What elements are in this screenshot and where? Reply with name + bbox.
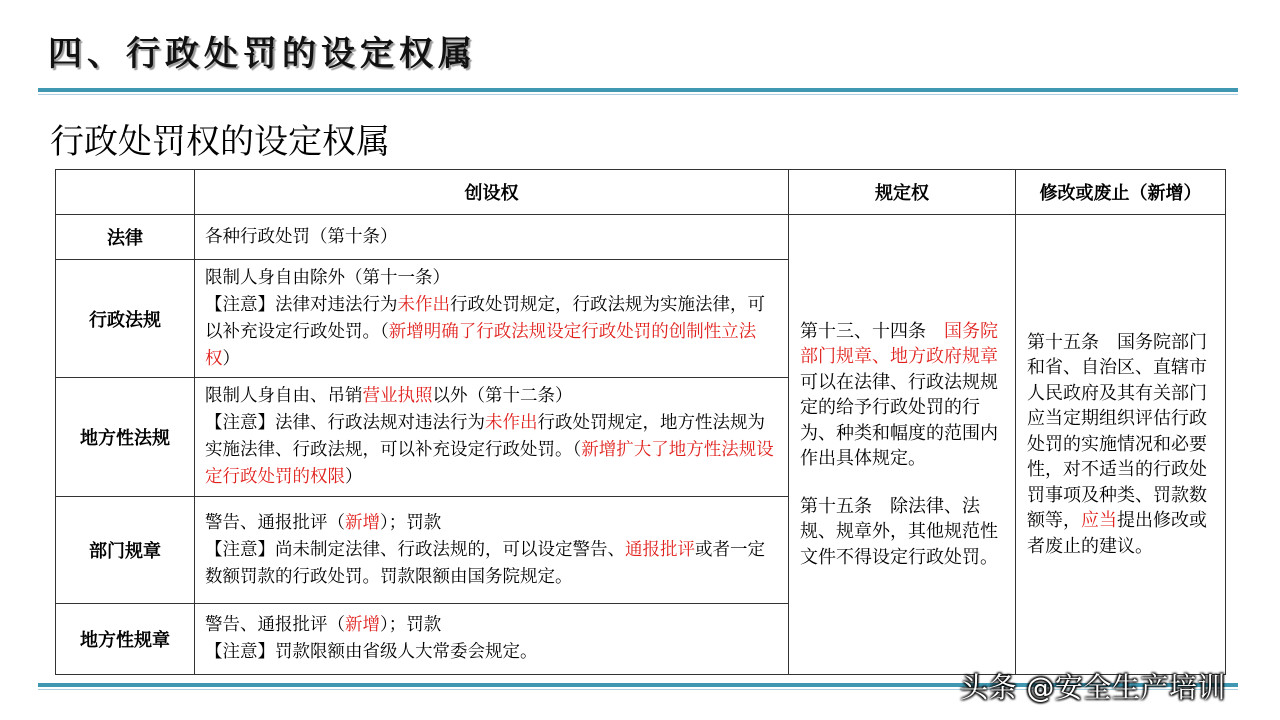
creation-right-cell xyxy=(195,604,789,675)
text-run: 限制人身自由除外（第十一条） xyxy=(205,267,450,288)
creation-right-cell xyxy=(195,260,789,378)
highlighted-text: 应当 xyxy=(1081,510,1117,532)
text-run: 警告、通报批评（ xyxy=(205,512,345,533)
cell-paragraph xyxy=(205,537,780,591)
text-run: 各种行政处罚（第十条） xyxy=(205,226,398,247)
highlighted-text: 营业执照 xyxy=(362,386,433,406)
title-divider xyxy=(38,88,1238,92)
highlighted-text: 新增明确了行政法规设定行政处罚的创制性立法权 xyxy=(205,321,757,369)
highlighted-text: 新增 xyxy=(345,512,380,533)
text-run: 【注意】尚未制定法律、行政法规的，可以设定警告、 xyxy=(205,539,625,560)
column-header-blank xyxy=(56,170,195,215)
highlighted-text: 国务院部门规章、地方政府规章 xyxy=(800,320,998,368)
cell-paragraph xyxy=(205,265,780,292)
cell-paragraph xyxy=(205,292,780,373)
column-header-amend-abolish: 修改或废止（新增） xyxy=(1016,170,1226,215)
highlighted-text: 未作出 xyxy=(397,294,450,315)
column-header-regulation-right: 规定权 xyxy=(789,170,1016,215)
regulation-right-cell xyxy=(789,215,1016,675)
row-label: 地方性规章 xyxy=(56,604,195,675)
text-run: 可以在法律、行政法规规定的给予行政处罚的行为、种类和幅度的范围内作出具体规定。 xyxy=(800,371,998,470)
text-run: 行政处罚规定，行政法规为实施法律，可以补充设定行政处罚。（ xyxy=(205,294,765,342)
row-label: 行政法规 xyxy=(56,260,195,378)
cell-paragraph xyxy=(1027,330,1215,560)
text-run: 限制人身自由、吊销 xyxy=(205,386,363,406)
text-run: 第十三、十四条 xyxy=(800,320,944,342)
cell-paragraph xyxy=(205,639,780,666)
cell-paragraph xyxy=(800,494,1005,571)
creation-right-cell xyxy=(195,497,789,604)
row-label: 地方性法规 xyxy=(56,378,195,497)
text-run: ）；罚款 xyxy=(380,512,442,533)
slide-title: 四、行政处罚的设定权属 xyxy=(48,34,477,74)
authority-table-container xyxy=(55,169,1225,675)
text-run: ） xyxy=(345,467,363,487)
creation-right-cell xyxy=(195,378,789,497)
row-label: 部门规章 xyxy=(56,497,195,604)
creation-right-cell xyxy=(195,215,789,260)
table-row xyxy=(56,215,1226,260)
text-run: ）；罚款 xyxy=(380,615,442,635)
cell-paragraph xyxy=(205,612,780,639)
table-header-row xyxy=(56,170,1226,215)
highlighted-text: 新增扩大了地方性法规设定行政处罚的权限 xyxy=(205,440,774,487)
amend-abolish-cell xyxy=(1016,215,1226,675)
cell-paragraph xyxy=(205,410,780,491)
highlighted-text: 新增 xyxy=(345,615,380,635)
cell-paragraph xyxy=(205,383,780,410)
text-run: 第十五条 除法律、法规、规章外，其他规范性文件不得设定行政处罚。 xyxy=(800,495,998,568)
column-header-creation-right: 创设权 xyxy=(195,170,789,215)
text-run: 行政处罚规定，地方性法规为实施法律、行政法规，可以补充设定行政处罚。（ xyxy=(205,413,765,460)
cell-paragraph xyxy=(205,224,780,251)
row-label: 法律 xyxy=(56,215,195,260)
text-run: 【注意】法律、行政法规对违法行为 xyxy=(205,413,485,433)
text-run: 【注意】罚款限额由省级人大常委会规定。 xyxy=(205,642,538,662)
cell-paragraph xyxy=(205,510,780,537)
authority-table xyxy=(55,169,1226,675)
title-divider-thin xyxy=(38,94,1238,95)
section-heading: 行政处罚权的设定权属 xyxy=(50,122,390,162)
text-run: 警告、通报批评（ xyxy=(205,615,345,635)
highlighted-text: 未作出 xyxy=(485,413,538,433)
text-run: 【注意】法律对违法行为 xyxy=(205,294,398,315)
cell-paragraph xyxy=(800,319,1005,472)
text-run: 第十五条 国务院部门和省、自治区、直辖市人民政府及其有关部门应当定期组织评估行政处罚的实施情况和必要性，对不适当的行政处罚事项及种类、罚款数额等， xyxy=(1027,331,1207,532)
highlighted-text: 通报批评 xyxy=(625,539,695,560)
text-run: 提出修改或者废止的建议。 xyxy=(1027,510,1207,557)
text-run: 或者一定数额罚款的行政处罚。罚款限额由国务院规定。 xyxy=(205,539,765,587)
text-run: 以外（第十二条） xyxy=(432,386,573,406)
watermark-text: 头条 @安全生产培训 xyxy=(960,671,1226,704)
text-run: ） xyxy=(222,348,240,369)
paragraph-gap xyxy=(800,472,1005,494)
